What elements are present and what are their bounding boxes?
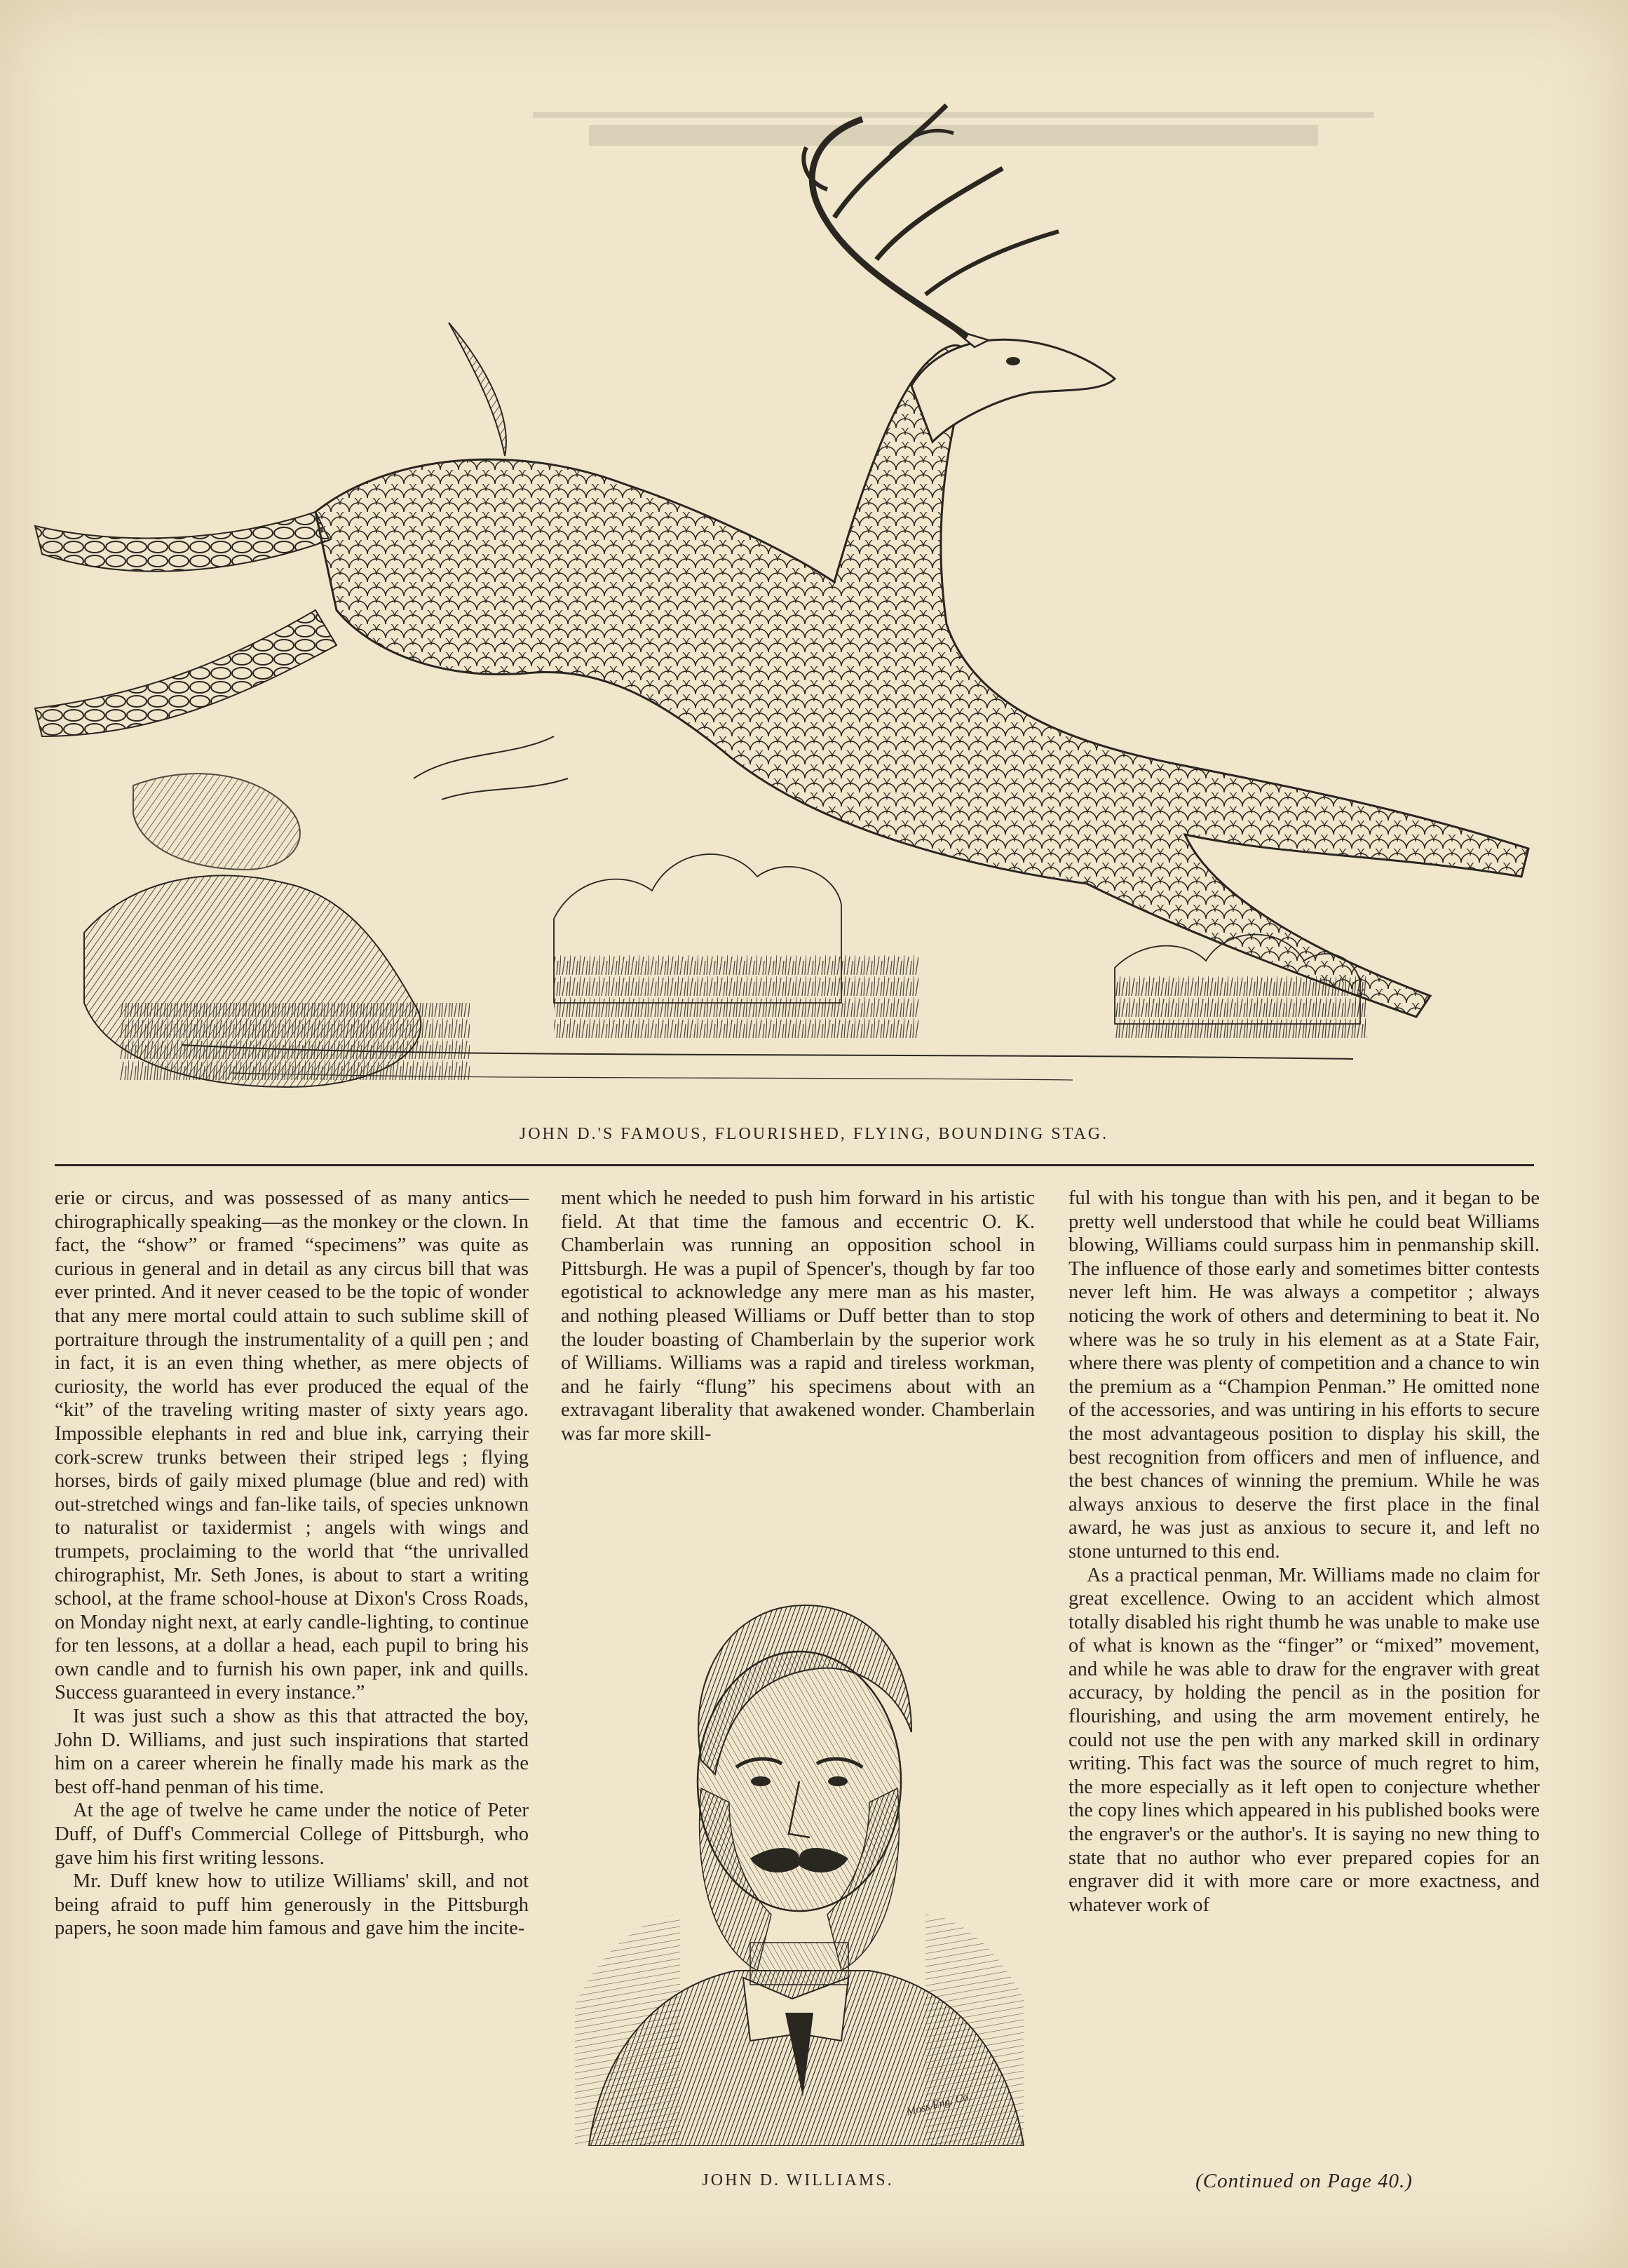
text-column-1 (55, 1187, 529, 1940)
paragraph: ment which he needed to push him forward in his artistic field. At that time the famous and eccentric O. K. Chamberlain was running an opposition school in Pittsburgh. He was a pupil of Spencer's, though by far too egotistical to acknowledge any mere man as his master, and nothing pleased Williams or Duff better than to stop the louder boasting of Chamberlain by the superior work of Williams. Williams was a rapid and tireless workman, and he fairly “flung” his specimens about with an extravagant liberality that awakened wonder. Chamberlain was far more skill- (561, 1187, 1035, 1445)
section-rule (55, 1164, 1534, 1166)
continued-note: (Continued on Page 40.) (1195, 2170, 1413, 2192)
paragraph: erie or circus, and was possessed of as many antics—chirographically speaking—as the monkey or the clown. In fact, the “show” or framed “specimens” was quite as curious in general and in detail as any circus bill that was ever printed. And it never ceased to be the topic of wonder that any mere mortal could attain to such sublime skill of portraiture through the instrumentality of a quill pen ; and in fact, it is an even thing whether, as mere objects of curiosity, the world has ever produced the equal of the “kit” of the traveling writing master of sixty years ago. Impossible elephants in red and blue ink, carrying their cork-screw trunks between their striped legs ; flying horses, birds of gaily mixed plumage (blue and red) with out-stretched wings and fan-like tails, of species unknown to naturalist or taxidermist ; angels with wings and trumpets, proclaiming to the world that “the unrivalled chirographist, Mr. Seth Jones, is about to start a writing school, at the frame school-house at Dixon's Cross Roads, on Monday night next, at early candle-lighting, to continue for ten lessons, at a dollar a head, each pupil to bring his own candle and to furnish his own paper, ink and quills. Success guaranteed in every instance.” (55, 1187, 529, 1704)
paragraph: At the age of twelve he came under the notice of Peter Duff, of Duff's Commercial College of Pittsburgh, who gave him his first writing lessons. (55, 1800, 529, 1869)
engraved-portrait-icon (561, 1550, 1035, 2146)
portrait-caption: JOHN D. WILLIAMS. (702, 2171, 894, 2189)
paragraph: As a practical penman, Mr. Williams made no claim for great excellence. Owing to an accident which almost totally disabled his right thumb he was unable to make use of what is known as the “finger” or “mixed” movement, and while he was able to draw for the engraver with great accuracy, by holding the pencil as in the position for flourishing, and using the arm movement entirely, he could not use the pen with any marked skill in ordinary writing. This fact was the source of much regret to him, the more especially as it left open to conjecture whether the copy lines which appeared in his published books were the engraver's or the author's. It is saying no new thing to state that no author who ever prepared copies for an engraver did it with more care or more exactness, and whatever work of (1069, 1564, 1540, 1916)
text-column-3 (1069, 1187, 1540, 1917)
text-column-2 (561, 1187, 1035, 1446)
paragraph: It was just such a show as this that attracted the boy, John D. Williams, and just such inspirations that started him on a career wherein he finally made his mark as the best off-hand penman of his time. (55, 1706, 529, 1798)
engraver-mark: Moss Eng. Co. (905, 2090, 972, 2119)
flourished-stag-illustration (21, 91, 1585, 1094)
paragraph: Mr. Duff knew how to utilize Williams' skill, and not being afraid to puff him generously in the Pittsburgh papers, he soon made him famous and gave him the incite- (55, 1870, 529, 1940)
paragraph: ful with his tongue than with his pen, and it began to be pretty well understood that while he could beat Williams blowing, Williams could surpass him in penmanship skill. The influence of those early and sometimes bitter contests never left him. He was always a competitor ; always noticing the work of others and determining to beat it. No where was he so truly in his element as at a State Fair, where there was plenty of competition and a chance to win the premium as a “Champion Penman.” He omitted none of the accessories, and was untiring in his efforts to secure the most advantageous position to display his skill, the best recognition from officers and men of influence, and the best chances of winning the premium. While he was always anxious to deserve the first place in the final award, he was just as anxious to secure it, and left no stone unturned to this end. (1069, 1187, 1540, 1562)
illustration-caption: JOHN D.'S FAMOUS, FLOURISHED, FLYING, BOUNDING STAG. (519, 1125, 1109, 1143)
